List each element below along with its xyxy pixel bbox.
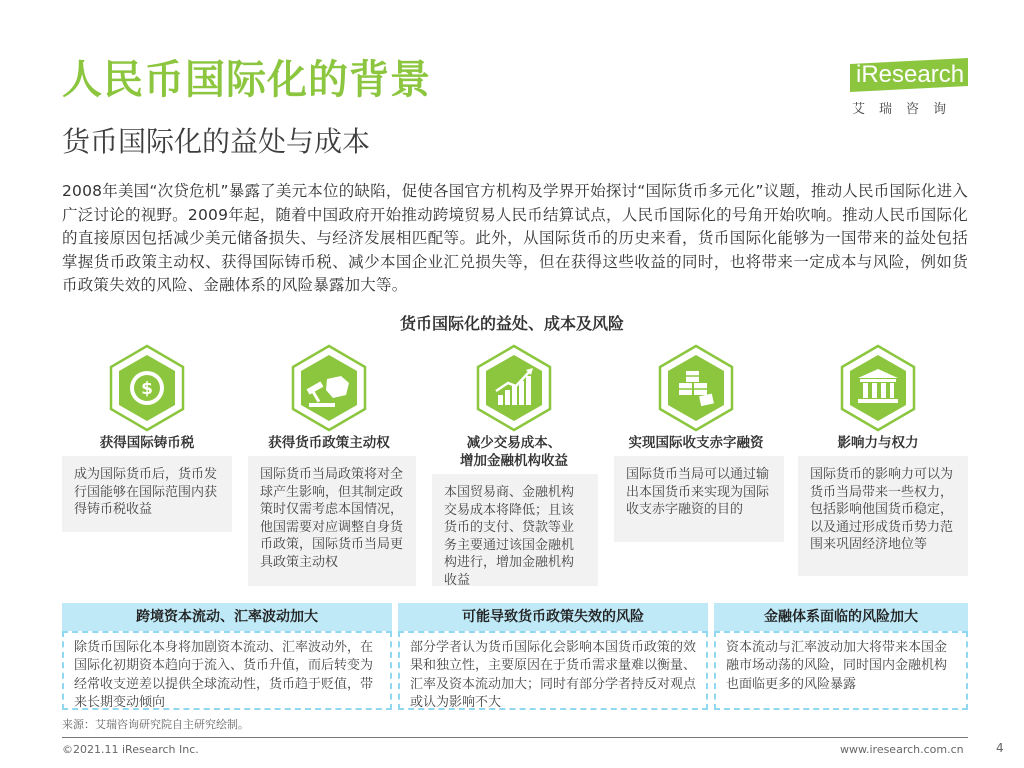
risk-box-policy-failure (398, 603, 708, 710)
page-number: 4 (996, 741, 1004, 755)
benefit-card-policy-initiative (248, 456, 416, 586)
benefit-text-influence-power: 国际货币的影响力可以为货币当局带来一些权力，包括影响他国货币稳定，以及通过形成货币势力范围来巩固经济地位等 (810, 467, 954, 553)
benefit-label-influence-power: 影响力与权力 (837, 435, 919, 451)
benefit-label-transaction-cost-line-1: 减少交易成本、 (466, 435, 562, 451)
benefit-label-transaction-cost (424, 434, 604, 470)
benefit-label-transaction-cost-line-2: 增加金融机构收益 (460, 453, 568, 469)
bar-chart-icon (474, 343, 554, 433)
logo-tagline: 艾瑞咨询 (852, 102, 961, 117)
gavel-map-icon (289, 343, 369, 433)
iresearch-logo (850, 58, 990, 118)
logo-brand-text: iResearch (856, 61, 965, 88)
benefit-card-seigniorage (62, 456, 232, 532)
risk-title-capital-flow: 跨境资本流动、汇率波动加大 (62, 603, 392, 631)
website-link[interactable]: www.iresearch.com.cn (840, 743, 964, 756)
risk-text-policy-failure: 部分学者认为货币国际化会影响本国货币政策的效果和独立性，主要原因在于货币需求量难以衡量、汇率及资本流动加大；同时有部分学者持反对观点或认为影响不大 (398, 631, 708, 710)
benefit-text-seigniorage: 成为国际货币后，货币发行国能够在国际范围内获得铸币税收益 (74, 467, 218, 518)
coin-dollar-icon (107, 343, 187, 433)
boxes-icon (656, 343, 736, 433)
benefit-label-policy-initiative: 获得货币政策主动权 (268, 435, 390, 451)
benefit-card-deficit-financing (614, 456, 784, 542)
section-title: 货币国际化的益处、成本及风险 (399, 314, 624, 333)
benefit-card-influence-power (798, 456, 968, 576)
risk-box-financial-system (714, 603, 968, 710)
source-note: 来源：艾瑞咨询研究院自主研究绘制。 (62, 718, 249, 731)
svg-text:$: $ (141, 379, 153, 399)
benefit-label-seigniorage: 获得国际铸币税 (99, 435, 195, 451)
benefit-text-transaction-cost: 本国贸易商、金融机构交易成本将降低；且该货币的支付、贷款等业务主要通过该国金融机构进行，增加金融机构收益 (444, 485, 575, 588)
copyright: ©2021.11 iResearch Inc. (62, 743, 199, 756)
institution-icon (838, 343, 918, 433)
risk-title-policy-failure: 可能导致货币政策失效的风险 (398, 603, 708, 631)
risk-box-capital-flow (62, 603, 392, 710)
risk-title-financial-system: 金融体系面临的风险加大 (714, 603, 968, 631)
benefit-card-transaction-cost (432, 474, 598, 586)
footer-divider (62, 737, 968, 738)
page-subtitle: 货币国际化的益处与成本 (62, 125, 371, 158)
risk-text-capital-flow: 除货币国际化本身将加剧资本流动、汇率波动外，在国际化初期资本趋向于流入、货币升值，而后转变为经常收支逆差以提供全球流动性，货币趋于贬值，带来长期变动倾向 (62, 631, 392, 710)
intro-paragraph: 2008年美国“次贷危机”暴露了美元本位的缺陷，促使各国官方机构及学界开始探讨“国际货币多元化”议题，推动人民币国际化进入广泛讨论的视野。2009年起，随着中国政府开始推动跨境贸易人民币结算试点，人民币国际化的号角开始吹响。推动人民币国际化的直接原因包括减少美元储备损失、与经济发展相匹配等。此外，从国际货币的历史来看，货币国际化能够为一国带来的益处包括掌握货币政策主动权、获得国际铸币税、减少本国企业汇兑损失等，但在获得这些收益的同时，也将带来一定成本与风险，例如货币政策失效的风险、金融体系的风险暴露加大等。 (62, 182, 968, 295)
page-title: 人民币国际化的背景 (62, 57, 431, 103)
benefit-label-deficit-financing: 实现国际收支赤字融资 (628, 435, 764, 451)
benefit-text-deficit-financing: 国际货币当局可以通过输出本国货币来实现为国际收支赤字融资的目的 (626, 467, 770, 518)
risk-text-financial-system: 资本流动与汇率波动加大将带来本国金融市场动荡的风险，同时国内金融机构也面临更多的风险暴露 (714, 631, 968, 710)
benefit-text-policy-initiative: 国际货币当局政策将对全球产生影响，但其制定政策时仅需考虑本国情况，他国需要对应调整自身货币政策，国际货币当局更具政策主动权 (260, 467, 404, 570)
